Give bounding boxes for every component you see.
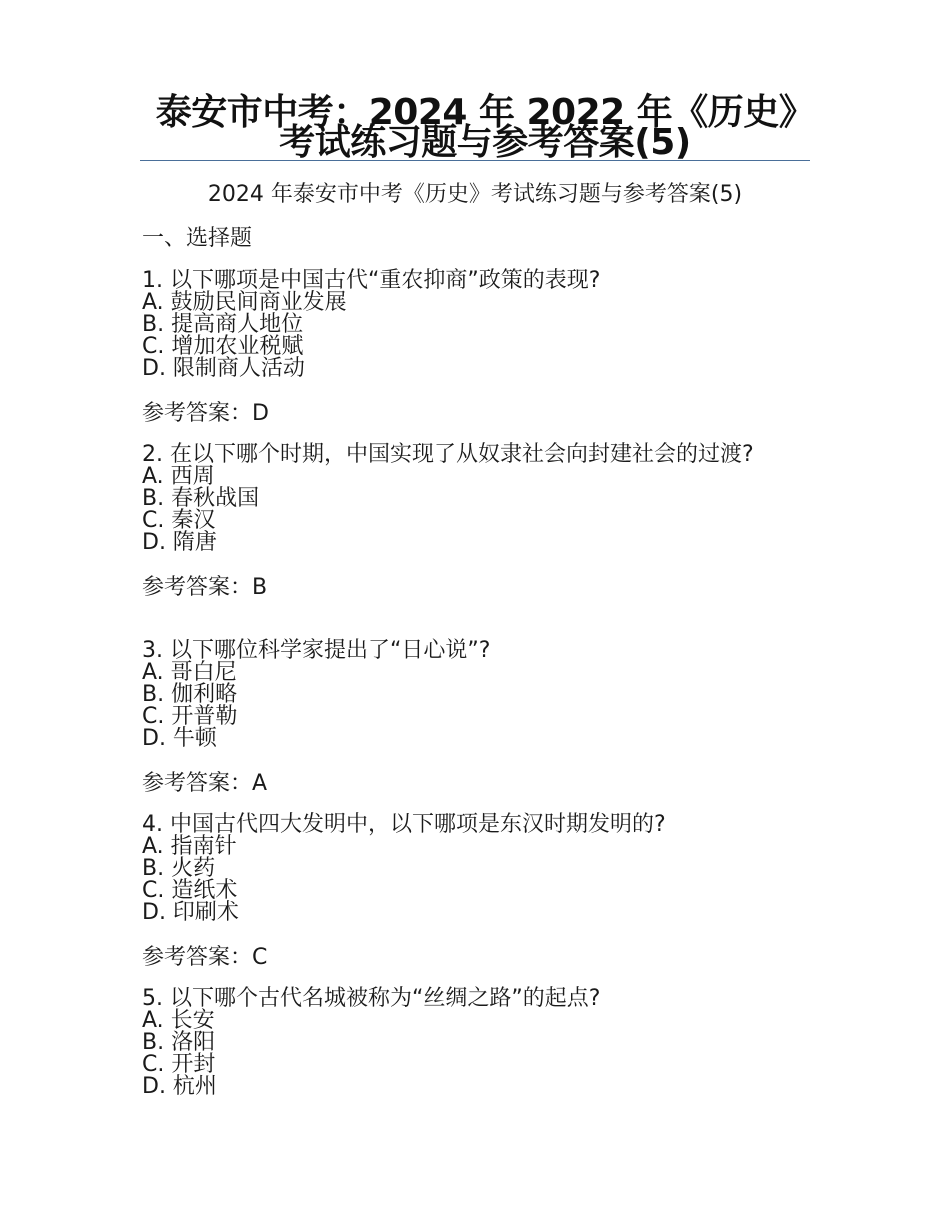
option-d: D. 印刷术 (142, 900, 239, 925)
option-c: C. 秦汉 (142, 508, 216, 533)
option-a: A. 西周 (142, 464, 215, 489)
question-text: 3. 以下哪位科学家提出了“日心说”? (142, 638, 491, 663)
section-heading: 一、选择题 (142, 226, 253, 251)
option-a: A. 长安 (142, 1008, 215, 1033)
question-2 (142, 444, 812, 603)
title-line-1: 泰安市中考：2024 年 2022 年《历史》 (155, 92, 815, 133)
option-d: D. 限制商人活动 (142, 356, 305, 381)
answer-key: 参考答案：B (142, 575, 268, 600)
question-text: 2. 在以下哪个时期，中国实现了从奴隶社会向封建社会的过渡? (142, 442, 754, 467)
title-underline (140, 160, 810, 161)
question-4 (142, 814, 812, 973)
option-b: B. 提高商人地位 (142, 312, 304, 337)
answer-key: 参考答案：A (142, 771, 268, 796)
question-1 (142, 270, 812, 429)
option-a: A. 哥白尼 (142, 660, 237, 685)
option-c: C. 开封 (142, 1052, 216, 1077)
question-3 (142, 640, 812, 799)
option-a: A. 鼓励民间商业发展 (142, 290, 347, 315)
question-text: 1. 以下哪项是中国古代“重农抑商”政策的表现? (142, 268, 601, 293)
question-text: 4. 中国古代四大发明中，以下哪项是东汉时期发明的? (142, 812, 666, 837)
option-b: B. 洛阳 (142, 1030, 216, 1055)
document-title (150, 92, 820, 163)
title-line-2: 考试练习题与参考答案(5) (279, 122, 691, 163)
option-c: C. 开普勒 (142, 704, 238, 729)
question-text: 5. 以下哪个古代名城被称为“丝绸之路”的起点? (142, 986, 601, 1011)
question-5 (142, 988, 812, 1098)
option-b: B. 伽利略 (142, 682, 238, 707)
option-d: D. 牛顿 (142, 726, 217, 751)
option-c: C. 增加农业税赋 (142, 334, 304, 359)
option-b: B. 火药 (142, 856, 216, 881)
answer-key: 参考答案：D (142, 401, 269, 426)
option-d: D. 杭州 (142, 1074, 217, 1099)
option-b: B. 春秋战国 (142, 486, 260, 511)
option-d: D. 隋唐 (142, 530, 217, 555)
option-a: A. 指南针 (142, 834, 237, 859)
answer-key: 参考答案：C (142, 945, 268, 970)
document-subtitle: 2024 年泰安市中考《历史》考试练习题与参考答案(5) (207, 182, 743, 207)
option-c: C. 造纸术 (142, 878, 238, 903)
